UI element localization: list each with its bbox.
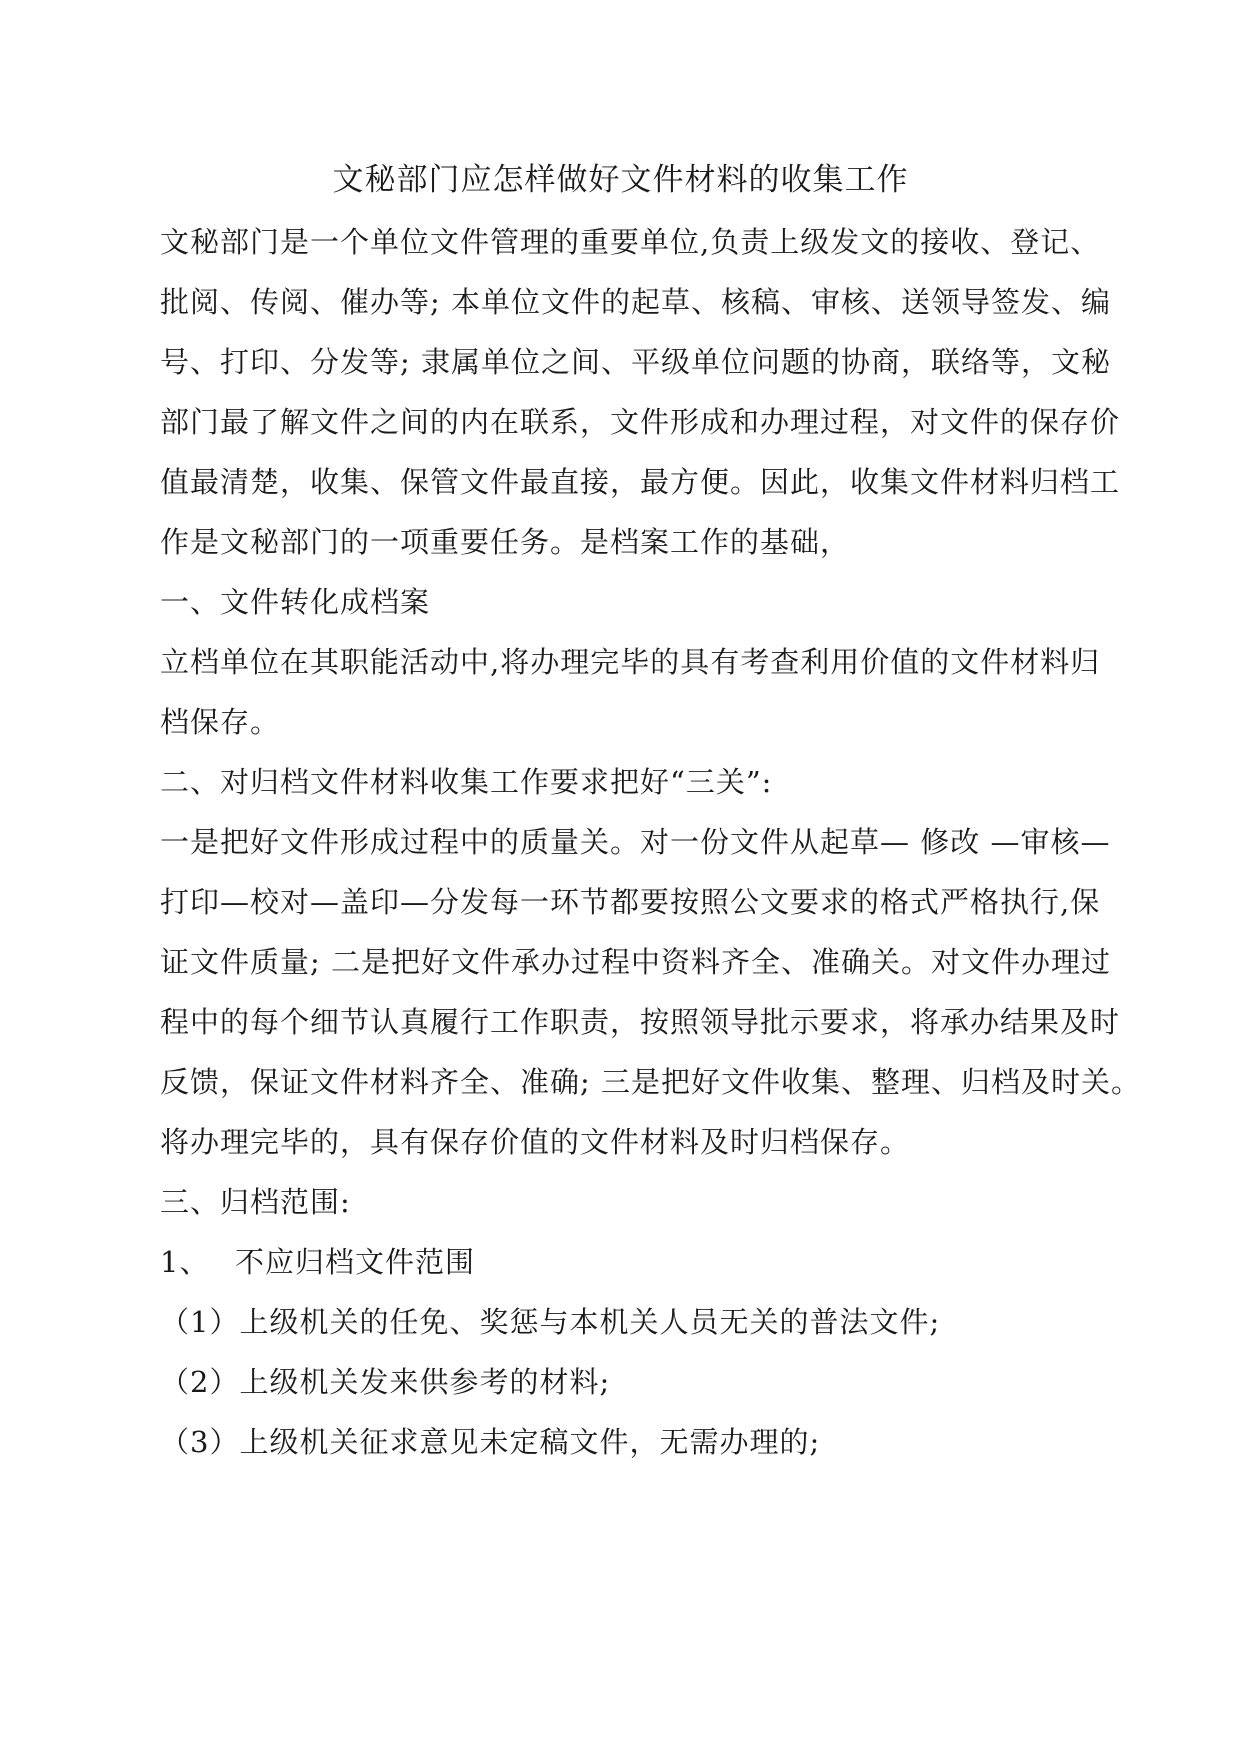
paragraph-line: 程中的每个细节认真履行工作职责，按照领导批示要求，将承办结果及时: [160, 1005, 1121, 1039]
document-title: 文秘部门应怎样做好文件材料的收集工作: [332, 162, 909, 198]
paragraph-line: 档保存。: [160, 705, 281, 739]
paragraph-line: 证文件质量; 二是把好文件承办过程中资料齐全、准确关。对文件办理过: [160, 945, 1111, 979]
section-heading: 三、归档范围:: [160, 1185, 351, 1219]
paragraph-line: 值最清楚，收集、保管文件最直接，最方便。因此，收集文件材料归档工: [160, 465, 1121, 499]
paragraph-line: 反馈，保证文件材料齐全、准确; 三是把好文件收集、整理、归档及时关。: [160, 1065, 1141, 1099]
paragraph-line: 作是文秘部门的一项重要任务。是档案工作的基础，: [160, 525, 851, 559]
item-number: 1、: [160, 1245, 210, 1279]
paragraph-line: 一是把好文件形成过程中的质量关。对一份文件从起草— 修改 —审核—: [160, 825, 1111, 859]
sub-item: （3）上级机关征求意见未定稿文件，无需办理的;: [160, 1425, 821, 1459]
item-text: 不应归档文件范围: [235, 1245, 476, 1279]
paragraph-line: 号、打印、分发等; 隶属单位之间、平级单位问题的协商，联络等，文秘: [160, 345, 1111, 379]
section-heading: 二、对归档文件材料收集工作要求把好“三关”:: [160, 765, 773, 799]
sub-item: （1）上级机关的任免、奖惩与本机关人员无关的普法文件;: [160, 1305, 941, 1339]
paragraph-line: 批阅、传阅、催办等; 本单位文件的起草、核稿、审核、送领导签发、编: [160, 285, 1111, 319]
sub-item: （2）上级机关发来供参考的材料;: [160, 1365, 611, 1399]
paragraph-line: 部门最了解文件之间的内在联系，文件形成和办理过程，对文件的保存价: [160, 405, 1121, 439]
paragraph-line: 将办理完毕的，具有保存价值的文件材料及时归档保存。: [160, 1125, 911, 1159]
section-heading: 一、文件转化成档案: [160, 585, 431, 619]
paragraph-line: 立档单位在其职能活动中,将办理完毕的具有考查利用价值的文件材料归: [160, 645, 1101, 679]
paragraph-line: 打印—校对—盖印—分发每一环节都要按照公文要求的格式严格执行,保: [160, 885, 1101, 919]
numbered-item: [160, 1242, 1081, 1282]
paragraph-line: 文秘部门是一个单位文件管理的重要单位,负责上级发文的接收、登记、: [160, 225, 1101, 259]
